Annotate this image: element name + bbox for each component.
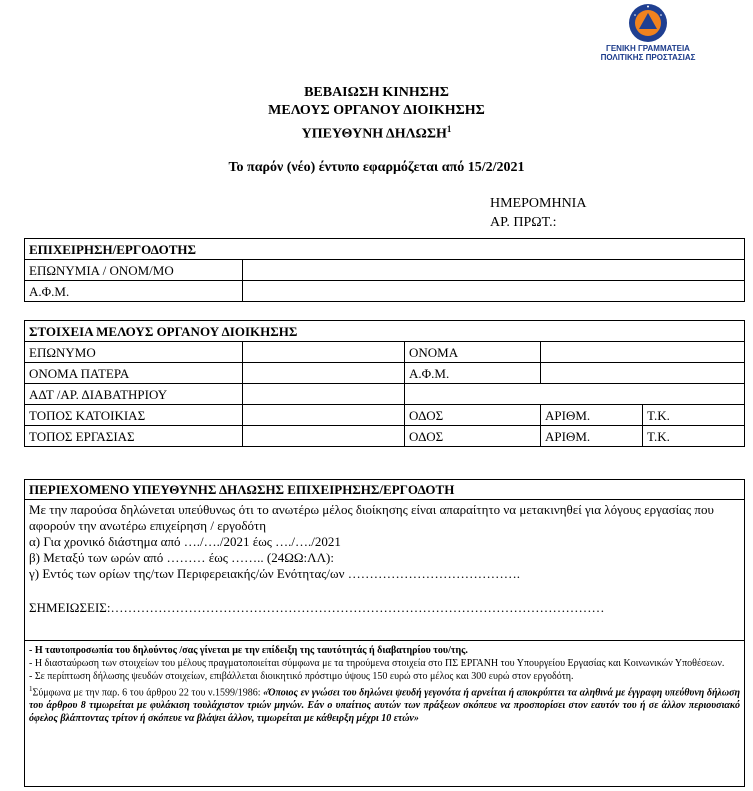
declaration-notes	[25, 640, 744, 728]
declaration-content-box	[24, 479, 745, 787]
declaration-remarks[interactable]: ΣΗΜΕΙΩΣΕΙΣ:……………………………………………………………………………………………………	[29, 600, 605, 615]
title-footnote-mark: 1	[446, 124, 452, 134]
title-line1: ΒΕΒΑΙΩΣΗ ΚΙΝΗΣΗΣ	[304, 85, 449, 100]
declaration-intro: Με την παρούσα δηλώνεται υπεύθυνως ότι το ανωτέρω μέλος διοίκησης είναι απαραίτητο να μετακινηθεί για λόγους εργασίας που αφορούν την ανωτέρω επιχείρηση / εργοδότη	[29, 502, 714, 533]
member-work-field[interactable]	[243, 426, 405, 447]
employer-afm-label: Α.Φ.Μ.	[25, 281, 243, 302]
footnote-prefix: Σύμφωνα με την παρ. 6 του άρθρου 22 του ν.1599/1986:	[32, 687, 264, 699]
form-effective-date: Το παρόν (νέο) έντυπο εφαρμόζεται από 15/2/2021	[228, 160, 525, 175]
employer-afm-field[interactable]	[243, 281, 745, 302]
civil-protection-emblem-icon	[628, 3, 668, 43]
member-residence-postal-label: Τ.Κ.	[643, 405, 745, 426]
member-name-label: ΟΝΟΜΑ	[405, 342, 541, 363]
member-id-field[interactable]	[243, 384, 405, 405]
member-afm-field[interactable]	[541, 363, 745, 384]
title-line3	[0, 120, 753, 144]
member-id-label: ΑΔΤ /ΑΡ. ΔΙΑΒΑΤΗΡΙΟΥ	[25, 384, 243, 405]
declaration-item-c[interactable]: γ) Εντός των ορίων της/των Περιφερειακής/ών Ενότητας/ων ………………………………….	[29, 566, 520, 581]
title-line2: ΜΕΛΟΥΣ ΟΡΓΑΝΟΥ ΔΙΟΙΚΗΣΗΣ	[268, 103, 485, 118]
declaration-item-a[interactable]: α) Για χρονικό διάστημα από …./…./2021 έως …./…./2021	[29, 534, 341, 549]
member-surname-label: ΕΠΩΝΥΜΟ	[25, 342, 243, 363]
member-residence-label: ΤΟΠΟΣ ΚΑΤΟΙΚΙΑΣ	[25, 405, 243, 426]
note-ergani: - Η διασταύρωση των στοιχείων του μέλους πραγματοποιείται σύμφωνα με τα τηρούμενα στοιχεία στο ΠΣ ΕΡΓΑΝΗ του Υπουργείου Εργασίας και Κοινωνικών Υποθέσεων.	[29, 658, 725, 669]
logo-org-line2: ΠΟΛΙΤΙΚΗΣ ΠΡΟΣΤΑΣΙΑΣ	[600, 53, 696, 62]
footnote-mark: 1	[29, 685, 33, 693]
protocol-label: ΑΡ. ΠΡΩΤ.:	[490, 215, 557, 230]
logo-organization-name	[590, 44, 706, 62]
footnote-quote: «Όποιος εν γνώσει του δηλώνει ψευδή γεγονότα ή αρνείται ή αποκρύπτει τα αληθινά με έγγραφη υπεύθυνη δήλωση του άρθρου 8 τιμωρείται με φυλάκιση τουλάχιστον τριών μηνών. Εάν ο υπαίτιος αυτών των πράξεων σκόπευε να προσπορίσει στον εαυτόν του ή σε άλλον περιουσιακό όφελος βλάπτοντας τρίτον ή σκόπευε να βλάψει άλλον, τιμωρείται με κάθειρξη μέχρι 10 ετών»	[29, 687, 740, 725]
member-residence-street-label: ΟΔΟΣ	[405, 405, 541, 426]
member-table	[24, 320, 745, 447]
employer-name-label: ΕΠΩΝΥΜΙΑ / ΟΝΟΜ/ΜΟ	[25, 260, 243, 281]
member-father-label: ΟΝΟΜΑ ΠΑΤΕΡΑ	[25, 363, 243, 384]
employer-name-field[interactable]	[243, 260, 745, 281]
footnote	[29, 683, 740, 725]
member-work-street-label: ΟΔΟΣ	[405, 426, 541, 447]
note-identity: - Η ταυτοπροσωπία του δηλούντος /σας γίνεται με την επίδειξη της ταυτότητάς ή διαβατηρίου του/της.	[29, 645, 468, 656]
declaration-header: ΠΕΡΙΕΧΟΜΕΝΟ ΥΠΕΥΘΥΝΗΣ ΔΗΛΩΣΗΣ ΕΠΙΧΕΙΡΗΣΗΣ/ΕΡΓΟΔΟΤΗ	[25, 480, 744, 500]
member-name-field[interactable]	[541, 342, 745, 363]
member-surname-field[interactable]	[243, 342, 405, 363]
declaration-body	[25, 500, 744, 640]
declaration-item-b[interactable]: β) Μεταξύ των ωρών από ……… έως …….. (24ΩΩ:ΛΛ):	[29, 550, 334, 565]
member-residence-field[interactable]	[243, 405, 405, 426]
member-work-postal-label: Τ.Κ.	[643, 426, 745, 447]
employer-header: ΕΠΙΧΕΙΡΗΣΗ/ΕΡΓΟΔΟΤΗΣ	[25, 239, 745, 260]
member-residence-number-label: ΑΡΙΘΜ.	[541, 405, 643, 426]
date-label: ΗΜΕΡΟΜΗΝΙΑ	[490, 196, 587, 211]
title-line3-text: ΥΠΕΥΘΥΝΗ ΔΗΛΩΣΗ	[301, 126, 447, 142]
member-header: ΣΤΟΙΧΕΙΑ ΜΕΛΟΥΣ ΟΡΓΑΝΟΥ ΔΙΟΙΚΗΣΗΣ	[25, 321, 745, 342]
member-id-spacer	[405, 384, 745, 405]
employer-table	[24, 238, 745, 302]
logo-org-line1: ΓΕΝΙΚΗ ΓΡΑΜΜΑΤΕΙΑ	[606, 44, 690, 53]
member-afm-label: Α.Φ.Μ.	[405, 363, 541, 384]
member-work-number-label: ΑΡΙΘΜ.	[541, 426, 643, 447]
member-work-label: ΤΟΠΟΣ ΕΡΓΑΣΙΑΣ	[25, 426, 243, 447]
note-penalty: - Σε περίπτωση δήλωσης ψευδών στοιχείων, επιβάλλεται διοικητικό πρόστιμο ύψους 150 ευρώ στο μέλος και 300 ευρώ στον εργοδότη.	[29, 671, 574, 682]
member-father-field[interactable]	[243, 363, 405, 384]
